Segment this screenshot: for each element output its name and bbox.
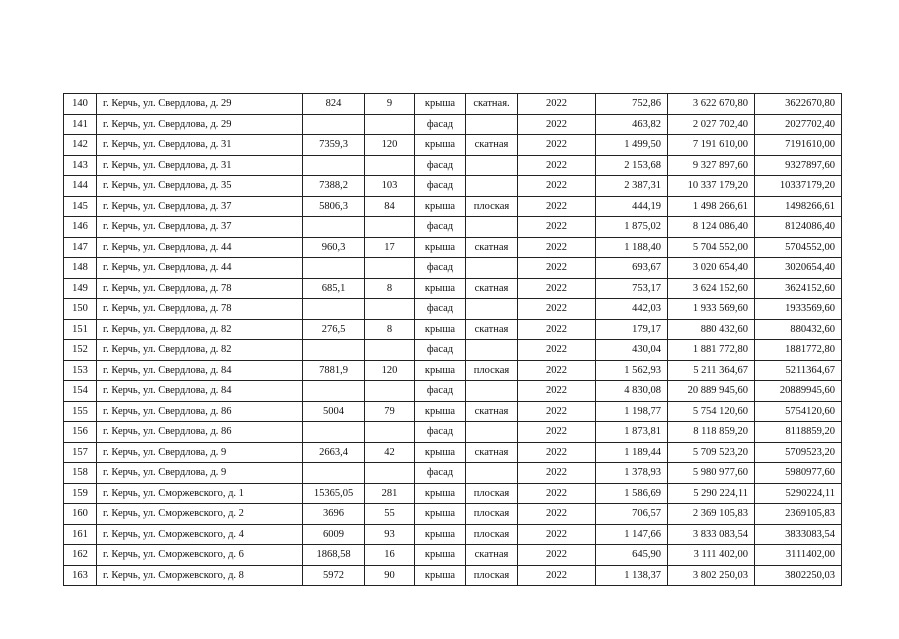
- address-cell: г. Керчь, ул. Свердлова, д. 37: [97, 217, 303, 238]
- area-cell: [303, 463, 365, 484]
- element-type-cell: фасад: [415, 381, 466, 402]
- row-number-cell: 163: [64, 565, 97, 586]
- row-number-cell: 151: [64, 319, 97, 340]
- roof-type-cell: скатная: [466, 545, 518, 566]
- year-cell: 2022: [518, 524, 596, 545]
- area-cell: 685,1: [303, 278, 365, 299]
- area-cell: [303, 381, 365, 402]
- row-number-cell: 148: [64, 258, 97, 279]
- element-type-cell: крыша: [415, 94, 466, 115]
- units-cell: 120: [365, 135, 415, 156]
- roof-type-cell: [466, 340, 518, 361]
- volume-cell: 463,82: [596, 114, 668, 135]
- cost-cell: 2 027 702,40: [668, 114, 755, 135]
- address-cell: г. Керчь, ул. Свердлова, д. 84: [97, 381, 303, 402]
- cost-cell: 8 118 859,20: [668, 422, 755, 443]
- row-number-cell: 155: [64, 401, 97, 422]
- table-row: [64, 360, 842, 381]
- row-number-cell: 153: [64, 360, 97, 381]
- cost-total-cell: 5980977,60: [755, 463, 842, 484]
- address-cell: г. Керчь, ул. Свердлова, д. 78: [97, 278, 303, 299]
- units-cell: 17: [365, 237, 415, 258]
- year-cell: 2022: [518, 401, 596, 422]
- table-row: [64, 565, 842, 586]
- element-type-cell: крыша: [415, 565, 466, 586]
- area-cell: 824: [303, 94, 365, 115]
- address-cell: г. Керчь, ул. Свердлова, д. 9: [97, 463, 303, 484]
- element-type-cell: фасад: [415, 340, 466, 361]
- units-cell: [365, 381, 415, 402]
- year-cell: 2022: [518, 545, 596, 566]
- volume-cell: 1 189,44: [596, 442, 668, 463]
- cost-cell: 1 933 569,60: [668, 299, 755, 320]
- roof-type-cell: [466, 463, 518, 484]
- roof-type-cell: плоская: [466, 483, 518, 504]
- cost-cell: 3 020 654,40: [668, 258, 755, 279]
- table-row: [64, 135, 842, 156]
- volume-cell: 1 188,40: [596, 237, 668, 258]
- cost-cell: 5 290 224,11: [668, 483, 755, 504]
- address-cell: г. Керчь, ул. Свердлова, д. 44: [97, 237, 303, 258]
- row-number-cell: 141: [64, 114, 97, 135]
- address-cell: г. Керчь, ул. Свердлова, д. 84: [97, 360, 303, 381]
- volume-cell: 753,17: [596, 278, 668, 299]
- element-type-cell: крыша: [415, 278, 466, 299]
- year-cell: 2022: [518, 381, 596, 402]
- year-cell: 2022: [518, 299, 596, 320]
- address-cell: г. Керчь, ул. Сморжевского, д. 1: [97, 483, 303, 504]
- cost-cell: 5 704 552,00: [668, 237, 755, 258]
- units-cell: 8: [365, 319, 415, 340]
- year-cell: 2022: [518, 360, 596, 381]
- address-cell: г. Керчь, ул. Свердлова, д. 29: [97, 94, 303, 115]
- address-cell: г. Керчь, ул. Свердлова, д. 82: [97, 340, 303, 361]
- cost-total-cell: 1498266,61: [755, 196, 842, 217]
- units-cell: 120: [365, 360, 415, 381]
- address-cell: г. Керчь, ул. Свердлова, д. 29: [97, 114, 303, 135]
- units-cell: [365, 463, 415, 484]
- units-cell: 8: [365, 278, 415, 299]
- row-number-cell: 146: [64, 217, 97, 238]
- cost-total-cell: 8118859,20: [755, 422, 842, 443]
- volume-cell: 645,90: [596, 545, 668, 566]
- cost-total-cell: 3111402,00: [755, 545, 842, 566]
- area-cell: [303, 299, 365, 320]
- units-cell: [365, 155, 415, 176]
- year-cell: 2022: [518, 135, 596, 156]
- cost-total-cell: 10337179,20: [755, 176, 842, 197]
- units-cell: [365, 422, 415, 443]
- year-cell: 2022: [518, 237, 596, 258]
- cost-cell: 1 881 772,80: [668, 340, 755, 361]
- units-cell: 90: [365, 565, 415, 586]
- table-row: [64, 176, 842, 197]
- table-row: [64, 524, 842, 545]
- row-number-cell: 142: [64, 135, 97, 156]
- table-row: [64, 258, 842, 279]
- table-row: [64, 381, 842, 402]
- roof-type-cell: скатная.: [466, 94, 518, 115]
- address-cell: г. Керчь, ул. Свердлова, д. 78: [97, 299, 303, 320]
- element-type-cell: крыша: [415, 135, 466, 156]
- cost-cell: 9 327 897,60: [668, 155, 755, 176]
- row-number-cell: 149: [64, 278, 97, 299]
- roof-type-cell: [466, 217, 518, 238]
- table-row: [64, 401, 842, 422]
- address-cell: г. Керчь, ул. Сморжевского, д. 2: [97, 504, 303, 525]
- cost-cell: 2 369 105,83: [668, 504, 755, 525]
- units-cell: [365, 299, 415, 320]
- area-cell: [303, 155, 365, 176]
- volume-cell: 1 875,02: [596, 217, 668, 238]
- roof-type-cell: [466, 176, 518, 197]
- cost-total-cell: 8124086,40: [755, 217, 842, 238]
- units-cell: 42: [365, 442, 415, 463]
- address-cell: г. Керчь, ул. Свердлова, д. 31: [97, 155, 303, 176]
- roof-type-cell: [466, 155, 518, 176]
- cost-total-cell: 3802250,03: [755, 565, 842, 586]
- cost-total-cell: 880432,60: [755, 319, 842, 340]
- area-cell: 7359,3: [303, 135, 365, 156]
- year-cell: 2022: [518, 114, 596, 135]
- volume-cell: 2 153,68: [596, 155, 668, 176]
- row-number-cell: 161: [64, 524, 97, 545]
- element-type-cell: крыша: [415, 504, 466, 525]
- table-row: [64, 504, 842, 525]
- cost-cell: 20 889 945,60: [668, 381, 755, 402]
- roof-type-cell: плоская: [466, 196, 518, 217]
- cost-cell: 5 980 977,60: [668, 463, 755, 484]
- table-body: [64, 94, 842, 586]
- cost-cell: 3 622 670,80: [668, 94, 755, 115]
- roof-type-cell: скатная: [466, 135, 518, 156]
- table-row: [64, 483, 842, 504]
- cost-total-cell: 1881772,80: [755, 340, 842, 361]
- table-row: [64, 340, 842, 361]
- roof-type-cell: скатная: [466, 278, 518, 299]
- cost-cell: 3 624 152,60: [668, 278, 755, 299]
- row-number-cell: 147: [64, 237, 97, 258]
- units-cell: 103: [365, 176, 415, 197]
- row-number-cell: 159: [64, 483, 97, 504]
- row-number-cell: 143: [64, 155, 97, 176]
- year-cell: 2022: [518, 565, 596, 586]
- element-type-cell: крыша: [415, 196, 466, 217]
- cost-total-cell: 5211364,67: [755, 360, 842, 381]
- area-cell: [303, 217, 365, 238]
- area-cell: 3696: [303, 504, 365, 525]
- address-cell: г. Керчь, ул. Сморжевского, д. 6: [97, 545, 303, 566]
- volume-cell: 1 138,37: [596, 565, 668, 586]
- year-cell: 2022: [518, 196, 596, 217]
- row-number-cell: 154: [64, 381, 97, 402]
- volume-cell: 1 499,50: [596, 135, 668, 156]
- roof-type-cell: плоская: [466, 360, 518, 381]
- roof-type-cell: [466, 258, 518, 279]
- table-row: [64, 196, 842, 217]
- volume-cell: 4 830,08: [596, 381, 668, 402]
- cost-cell: 7 191 610,00: [668, 135, 755, 156]
- cost-total-cell: 1933569,60: [755, 299, 842, 320]
- units-cell: [365, 340, 415, 361]
- area-cell: 2663,4: [303, 442, 365, 463]
- element-type-cell: фасад: [415, 463, 466, 484]
- table-row: [64, 319, 842, 340]
- element-type-cell: фасад: [415, 422, 466, 443]
- volume-cell: 179,17: [596, 319, 668, 340]
- cost-total-cell: 20889945,60: [755, 381, 842, 402]
- element-type-cell: крыша: [415, 319, 466, 340]
- roof-type-cell: скатная: [466, 401, 518, 422]
- year-cell: 2022: [518, 504, 596, 525]
- cost-total-cell: 3020654,40: [755, 258, 842, 279]
- year-cell: 2022: [518, 176, 596, 197]
- area-cell: [303, 114, 365, 135]
- address-cell: г. Керчь, ул. Свердлова, д. 86: [97, 401, 303, 422]
- element-type-cell: фасад: [415, 155, 466, 176]
- roof-type-cell: скатная: [466, 442, 518, 463]
- cost-total-cell: 3624152,60: [755, 278, 842, 299]
- row-number-cell: 158: [64, 463, 97, 484]
- cost-total-cell: 9327897,60: [755, 155, 842, 176]
- year-cell: 2022: [518, 94, 596, 115]
- cost-total-cell: 2369105,83: [755, 504, 842, 525]
- roof-type-cell: [466, 299, 518, 320]
- element-type-cell: крыша: [415, 401, 466, 422]
- cost-total-cell: 5704552,00: [755, 237, 842, 258]
- volume-cell: 752,86: [596, 94, 668, 115]
- area-cell: 5004: [303, 401, 365, 422]
- volume-cell: 444,19: [596, 196, 668, 217]
- row-number-cell: 152: [64, 340, 97, 361]
- volume-cell: 1 873,81: [596, 422, 668, 443]
- area-cell: 7881,9: [303, 360, 365, 381]
- area-cell: 1868,58: [303, 545, 365, 566]
- table-row: [64, 155, 842, 176]
- year-cell: 2022: [518, 340, 596, 361]
- volume-cell: 1 147,66: [596, 524, 668, 545]
- address-cell: г. Керчь, ул. Сморжевского, д. 4: [97, 524, 303, 545]
- roof-type-cell: плоская: [466, 504, 518, 525]
- table-row: [64, 114, 842, 135]
- row-number-cell: 160: [64, 504, 97, 525]
- cost-cell: 1 498 266,61: [668, 196, 755, 217]
- table-row: [64, 217, 842, 238]
- cost-cell: 3 111 402,00: [668, 545, 755, 566]
- year-cell: 2022: [518, 217, 596, 238]
- volume-cell: 1 586,69: [596, 483, 668, 504]
- element-type-cell: крыша: [415, 483, 466, 504]
- table-row: [64, 278, 842, 299]
- year-cell: 2022: [518, 319, 596, 340]
- year-cell: 2022: [518, 278, 596, 299]
- roof-type-cell: скатная: [466, 237, 518, 258]
- units-cell: 9: [365, 94, 415, 115]
- row-number-cell: 157: [64, 442, 97, 463]
- area-cell: 276,5: [303, 319, 365, 340]
- volume-cell: 442,03: [596, 299, 668, 320]
- units-cell: 84: [365, 196, 415, 217]
- volume-cell: 1 378,93: [596, 463, 668, 484]
- row-number-cell: 144: [64, 176, 97, 197]
- cost-total-cell: 5709523,20: [755, 442, 842, 463]
- volume-cell: 2 387,31: [596, 176, 668, 197]
- cost-cell: 5 211 364,67: [668, 360, 755, 381]
- element-type-cell: крыша: [415, 360, 466, 381]
- table-row: [64, 299, 842, 320]
- address-cell: г. Керчь, ул. Свердлова, д. 82: [97, 319, 303, 340]
- address-cell: г. Керчь, ул. Сморжевского, д. 8: [97, 565, 303, 586]
- cost-cell: 8 124 086,40: [668, 217, 755, 238]
- area-cell: [303, 258, 365, 279]
- area-cell: 6009: [303, 524, 365, 545]
- element-type-cell: крыша: [415, 524, 466, 545]
- table-row: [64, 422, 842, 443]
- table-row: [64, 237, 842, 258]
- units-cell: 79: [365, 401, 415, 422]
- element-type-cell: крыша: [415, 237, 466, 258]
- year-cell: 2022: [518, 155, 596, 176]
- roof-type-cell: [466, 114, 518, 135]
- units-cell: [365, 114, 415, 135]
- row-number-cell: 140: [64, 94, 97, 115]
- table-row: [64, 442, 842, 463]
- volume-cell: 1 562,93: [596, 360, 668, 381]
- address-cell: г. Керчь, ул. Свердлова, д. 9: [97, 442, 303, 463]
- area-cell: [303, 422, 365, 443]
- year-cell: 2022: [518, 463, 596, 484]
- year-cell: 2022: [518, 422, 596, 443]
- units-cell: 16: [365, 545, 415, 566]
- roof-type-cell: [466, 381, 518, 402]
- cost-cell: 10 337 179,20: [668, 176, 755, 197]
- units-cell: [365, 217, 415, 238]
- area-cell: 7388,2: [303, 176, 365, 197]
- units-cell: 55: [365, 504, 415, 525]
- cost-total-cell: 3622670,80: [755, 94, 842, 115]
- cost-total-cell: 5290224,11: [755, 483, 842, 504]
- cost-cell: 5 709 523,20: [668, 442, 755, 463]
- address-cell: г. Керчь, ул. Свердлова, д. 86: [97, 422, 303, 443]
- area-cell: [303, 340, 365, 361]
- year-cell: 2022: [518, 442, 596, 463]
- address-cell: г. Керчь, ул. Свердлова, д. 37: [97, 196, 303, 217]
- cost-total-cell: 2027702,40: [755, 114, 842, 135]
- cost-cell: 5 754 120,60: [668, 401, 755, 422]
- cost-cell: 3 833 083,54: [668, 524, 755, 545]
- volume-cell: 693,67: [596, 258, 668, 279]
- volume-cell: 706,57: [596, 504, 668, 525]
- row-number-cell: 150: [64, 299, 97, 320]
- address-cell: г. Керчь, ул. Свердлова, д. 31: [97, 135, 303, 156]
- units-cell: 93: [365, 524, 415, 545]
- area-cell: 960,3: [303, 237, 365, 258]
- roof-type-cell: плоская: [466, 524, 518, 545]
- row-number-cell: 156: [64, 422, 97, 443]
- row-number-cell: 145: [64, 196, 97, 217]
- volume-cell: 1 198,77: [596, 401, 668, 422]
- cost-total-cell: 5754120,60: [755, 401, 842, 422]
- cost-total-cell: 7191610,00: [755, 135, 842, 156]
- cost-total-cell: 3833083,54: [755, 524, 842, 545]
- area-cell: 5806,3: [303, 196, 365, 217]
- area-cell: 5972: [303, 565, 365, 586]
- row-number-cell: 162: [64, 545, 97, 566]
- element-type-cell: фасад: [415, 114, 466, 135]
- table-row: [64, 463, 842, 484]
- table-row: [64, 94, 842, 115]
- table-row: [64, 545, 842, 566]
- element-type-cell: крыша: [415, 442, 466, 463]
- units-cell: [365, 258, 415, 279]
- element-type-cell: крыша: [415, 545, 466, 566]
- element-type-cell: фасад: [415, 258, 466, 279]
- area-cell: 15365,05: [303, 483, 365, 504]
- year-cell: 2022: [518, 258, 596, 279]
- cost-cell: 3 802 250,03: [668, 565, 755, 586]
- roof-type-cell: [466, 422, 518, 443]
- address-cell: г. Керчь, ул. Свердлова, д. 35: [97, 176, 303, 197]
- cost-cell: 880 432,60: [668, 319, 755, 340]
- roof-type-cell: скатная: [466, 319, 518, 340]
- year-cell: 2022: [518, 483, 596, 504]
- units-cell: 281: [365, 483, 415, 504]
- element-type-cell: фасад: [415, 217, 466, 238]
- element-type-cell: фасад: [415, 299, 466, 320]
- document-page: [63, 93, 842, 586]
- roof-type-cell: плоская: [466, 565, 518, 586]
- element-type-cell: фасад: [415, 176, 466, 197]
- data-table: [63, 93, 842, 586]
- address-cell: г. Керчь, ул. Свердлова, д. 44: [97, 258, 303, 279]
- volume-cell: 430,04: [596, 340, 668, 361]
